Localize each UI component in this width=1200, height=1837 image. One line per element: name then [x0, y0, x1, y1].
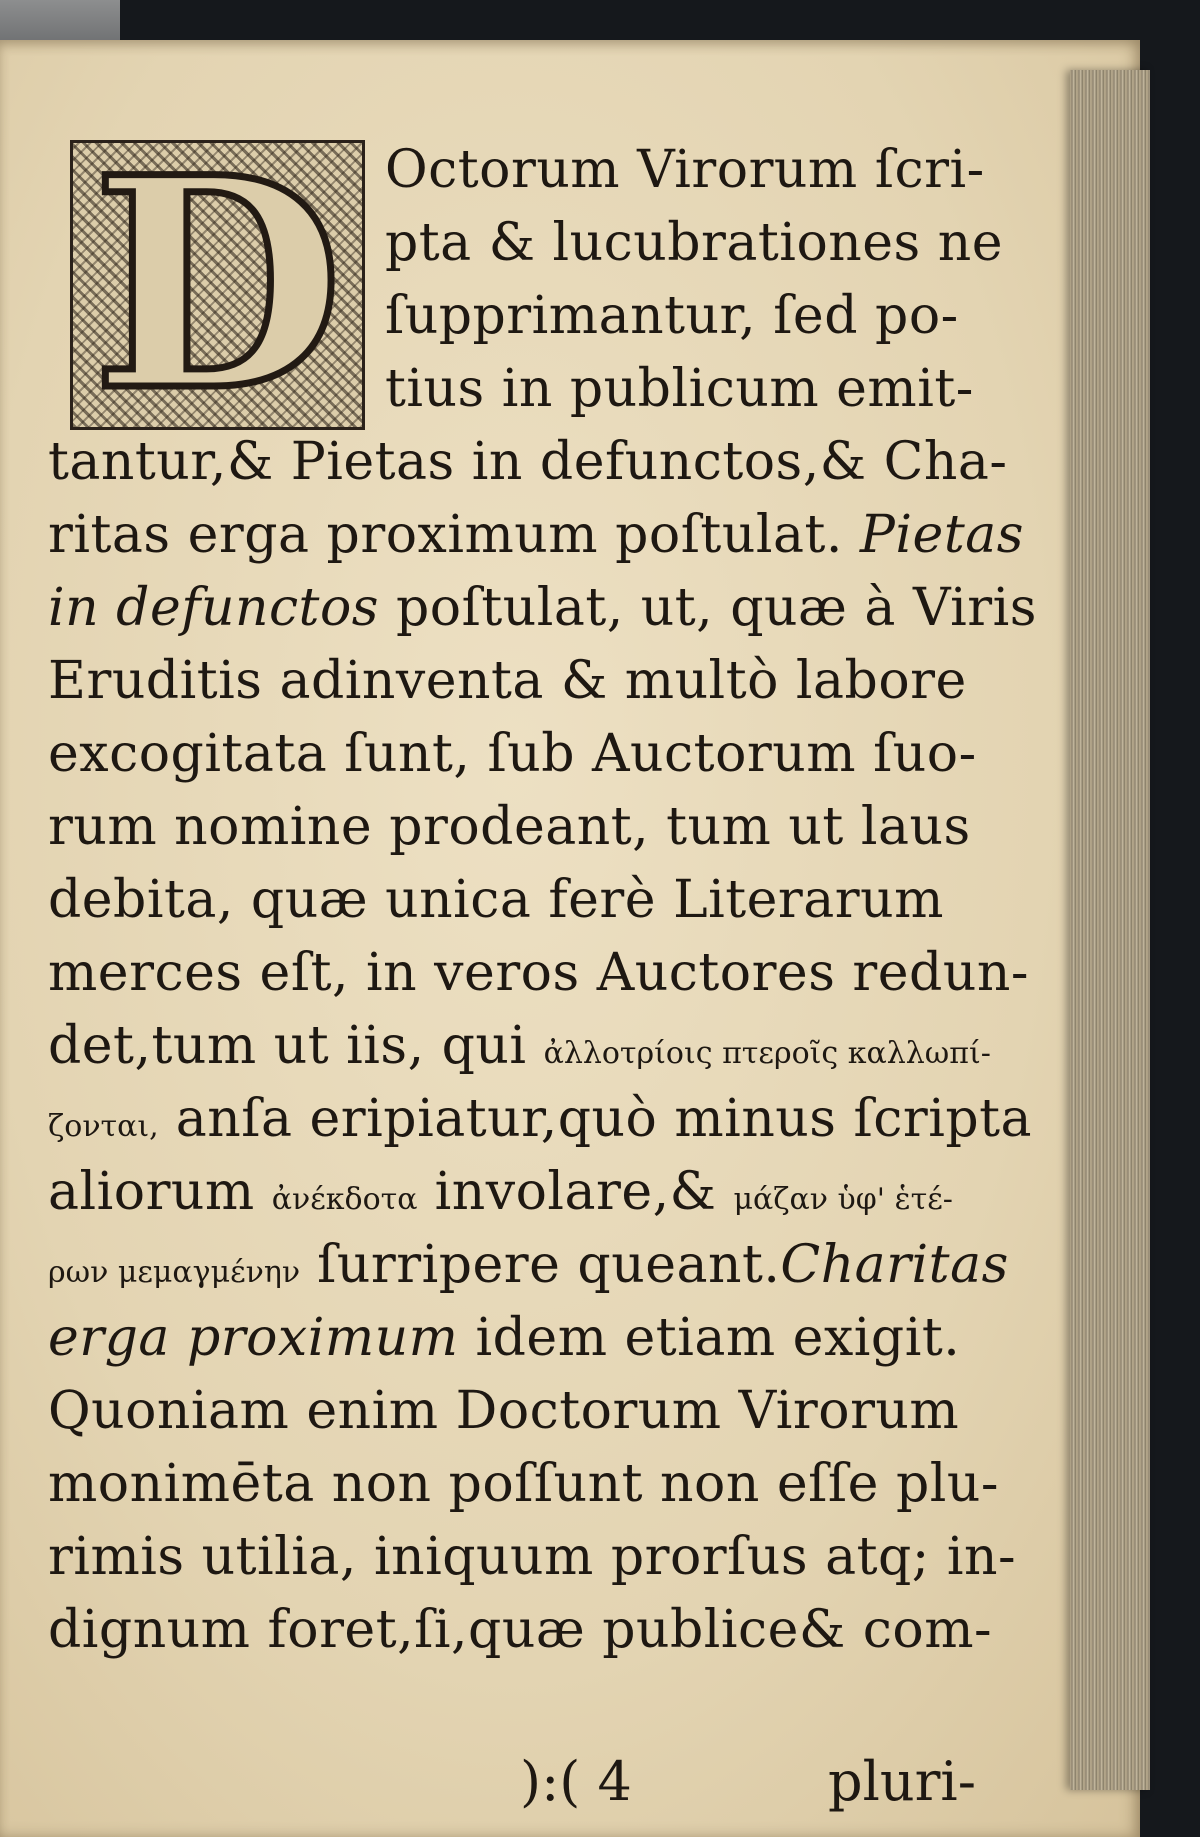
- text-span: det,tum ut iis, qui: [48, 1016, 527, 1076]
- text-line: tius in publicum emit-: [385, 359, 974, 419]
- text-span: ritas erga proximum poſtulat.: [48, 505, 843, 565]
- text-span: aliorum: [48, 1162, 255, 1222]
- greek-span: ἀλλοτρίοις πτεροῖς καλλωπί-: [543, 1036, 991, 1071]
- text-line: rum nomine prodeant, tum ut laus: [48, 797, 971, 857]
- greek-span: ρων μεμαγμένην: [48, 1255, 301, 1290]
- text-line: pta & lucubrationes ne: [385, 213, 1003, 273]
- text-line: [48, 1016, 991, 1084]
- text-line: monimēta non poſſunt non eſſe plu-: [48, 1454, 999, 1514]
- italic-span: Charitas: [780, 1235, 1009, 1295]
- text-line: tantur,& Pietas in defunctos,& Cha-: [48, 432, 1008, 492]
- text-line: excogitata ſunt, ſub Auctorum ſuo-: [48, 724, 977, 784]
- greek-span: ζονται,: [48, 1109, 159, 1144]
- text-line: debita, quæ unica ferè Literarum: [48, 870, 944, 930]
- italic-span: in defunctos: [48, 578, 379, 638]
- catchword: pluri-: [828, 1750, 976, 1813]
- text-line: rimis utilia, iniquum prorſus atq; in-: [48, 1527, 1017, 1587]
- text-line: ſupprimantur, ſed po-: [385, 286, 959, 346]
- page-edges: [1070, 70, 1150, 1790]
- italic-span: erga proximum: [48, 1308, 459, 1368]
- italic-span: Pietas: [859, 505, 1024, 565]
- text-line: Octorum Virorum ſcri-: [385, 140, 985, 200]
- text-line: [48, 1235, 1009, 1303]
- text-line: [48, 578, 1037, 638]
- text-line: [48, 1308, 960, 1368]
- text-span: anſa eripiatur,quò minus ſcripta: [175, 1089, 1033, 1149]
- text-line: Quoniam enim Doctorum Virorum: [48, 1381, 960, 1441]
- text-line: [48, 1089, 1032, 1157]
- text-line: dignum foret,ſi,quæ publice& com-: [48, 1600, 993, 1660]
- text-line: Eruditis adinventa & multò labore: [48, 651, 967, 711]
- text-line: merces eſt, in veros Auctores redun-: [48, 943, 1029, 1003]
- text-span: ſurripere queant.: [317, 1235, 781, 1295]
- text-line: [48, 505, 1024, 565]
- initial-letter: D: [91, 115, 344, 455]
- text-line: [48, 1162, 953, 1230]
- greek-span: μάζαν ὑφ' ἑτέ-: [733, 1182, 953, 1217]
- signature-mark: ):( 4: [520, 1750, 632, 1813]
- decorated-initial: [70, 115, 365, 455]
- text-span: involare,&: [434, 1162, 717, 1222]
- greek-span: ἀνέκδοτα: [271, 1182, 418, 1217]
- text-span: idem etiam exigit.: [475, 1308, 961, 1368]
- text-span: poſtulat, ut, quæ à Viris: [395, 578, 1037, 638]
